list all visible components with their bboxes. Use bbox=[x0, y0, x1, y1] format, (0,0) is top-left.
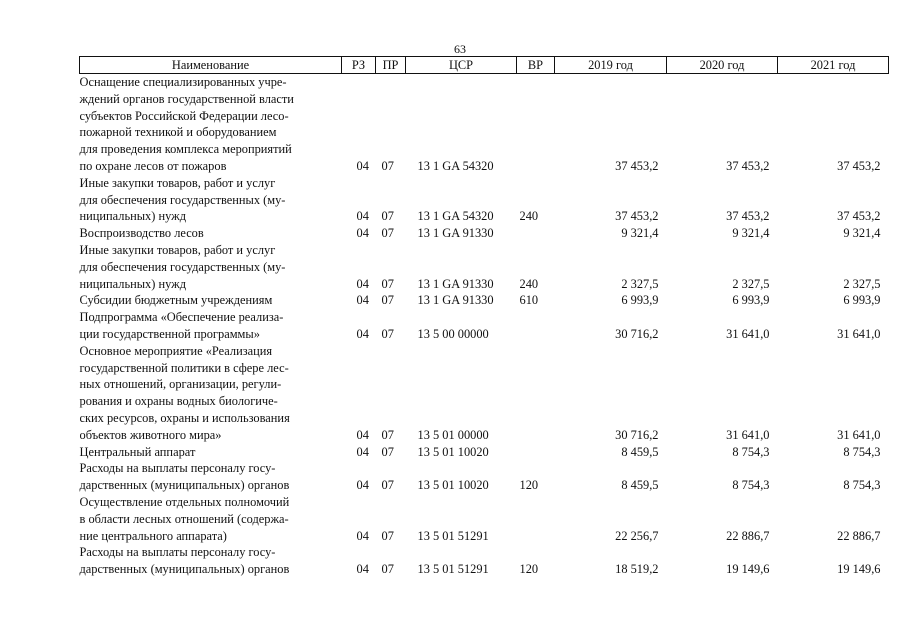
cell-vr: 120 bbox=[519, 562, 539, 577]
cell-2021: 37 453,2 bbox=[837, 158, 881, 173]
cell-2021: 31 641,0 bbox=[837, 427, 881, 442]
cell-2020: 31 641,0 bbox=[726, 427, 770, 442]
cell-pr: 07 bbox=[381, 562, 394, 577]
table-body bbox=[80, 74, 889, 578]
cell-rz: 04 bbox=[356, 528, 369, 543]
cell-name bbox=[80, 175, 342, 225]
name-line: Воспроизводство лесов bbox=[79, 226, 204, 241]
header-rz: РЗ bbox=[342, 57, 376, 74]
name-line: Расходы на выплаты персоналу госу- bbox=[79, 545, 276, 560]
name-line: дарственных (муниципальных) органов bbox=[79, 478, 290, 493]
cell-rz: 04 bbox=[356, 562, 369, 577]
name-line: по охране лесов от пожаров bbox=[79, 158, 227, 173]
cell-2020: 31 641,0 bbox=[726, 326, 770, 341]
cell-csr: 13 1 GA 54320 bbox=[417, 209, 494, 224]
cell-csr: 13 5 01 10020 bbox=[417, 478, 489, 493]
table-row bbox=[80, 309, 889, 343]
cell-pr: 07 bbox=[381, 276, 394, 291]
cell-rz: 04 bbox=[356, 158, 369, 173]
page-number: 63 bbox=[454, 42, 466, 56]
cell-pr: 07 bbox=[381, 528, 394, 543]
cell-name bbox=[80, 343, 342, 444]
cell-2019: 37 453,2 bbox=[615, 158, 659, 173]
cell-vr bbox=[517, 444, 555, 461]
cell-2020: 19 149,6 bbox=[726, 562, 770, 577]
cell-name bbox=[80, 309, 342, 343]
name-line: ных отношений, организации, регули- bbox=[79, 377, 282, 392]
cell-rz: 04 bbox=[356, 478, 369, 493]
table-row bbox=[80, 74, 889, 175]
cell-2021: 22 886,7 bbox=[837, 528, 881, 543]
cell-2019: 6 993,9 bbox=[621, 293, 659, 308]
cell-csr: 13 5 00 00000 bbox=[417, 326, 489, 341]
name-line: рования и охраны водных биологиче- bbox=[79, 394, 278, 409]
cell-name bbox=[80, 544, 342, 578]
cell-name bbox=[80, 444, 342, 461]
cell-2019: 37 453,2 bbox=[615, 209, 659, 224]
cell-2019: 8 459,5 bbox=[621, 444, 659, 459]
cell-rz: 04 bbox=[356, 444, 369, 459]
name-line: ниципальных) нужд bbox=[79, 276, 187, 291]
header-2020: 2020 год bbox=[667, 57, 778, 74]
cell-csr: 13 1 GA 54320 bbox=[417, 158, 494, 173]
cell-2021: 8 754,3 bbox=[843, 478, 881, 493]
cell-2020: 6 993,9 bbox=[732, 293, 770, 308]
name-line: для обеспечения государственных (му- bbox=[79, 192, 286, 207]
name-line: ции государственной программы» bbox=[79, 326, 260, 341]
cell-2020: 8 754,3 bbox=[732, 444, 770, 459]
cell-2020: 9 321,4 bbox=[732, 226, 770, 241]
cell-2021: 37 453,2 bbox=[837, 209, 881, 224]
table-row bbox=[80, 343, 889, 444]
cell-pr: 07 bbox=[381, 427, 394, 442]
cell-pr: 07 bbox=[381, 158, 394, 173]
cell-2021: 31 641,0 bbox=[837, 326, 881, 341]
name-line: пожарной техникой и оборудованием bbox=[79, 125, 277, 140]
cell-pr: 07 bbox=[381, 478, 394, 493]
cell-csr: 13 1 GA 91330 bbox=[417, 226, 494, 241]
cell-vr: 240 bbox=[519, 276, 539, 291]
cell-2021: 9 321,4 bbox=[843, 226, 881, 241]
cell-2020: 8 754,3 bbox=[732, 478, 770, 493]
name-line: для обеспечения государственных (му- bbox=[79, 259, 286, 274]
cell-2021: 2 327,5 bbox=[843, 276, 881, 291]
cell-name bbox=[80, 292, 342, 309]
header-2021: 2021 год bbox=[778, 57, 889, 74]
cell-rz: 04 bbox=[356, 326, 369, 341]
cell-2019: 8 459,5 bbox=[621, 478, 659, 493]
cell-pr: 07 bbox=[381, 444, 394, 459]
name-line: объектов животного мира» bbox=[79, 427, 222, 442]
cell-2019: 18 519,2 bbox=[615, 562, 659, 577]
table-row bbox=[80, 175, 889, 225]
name-line: дарственных (муниципальных) органов bbox=[79, 562, 290, 577]
cell-csr: 13 5 01 00000 bbox=[417, 427, 489, 442]
cell-pr: 07 bbox=[381, 326, 394, 341]
name-line: Основное мероприятие «Реализация bbox=[79, 343, 273, 358]
table-row bbox=[80, 460, 889, 494]
cell-2021: 8 754,3 bbox=[843, 444, 881, 459]
cell-2020: 37 453,2 bbox=[726, 209, 770, 224]
cell-vr: 120 bbox=[519, 478, 539, 493]
cell-pr: 07 bbox=[381, 209, 394, 224]
cell-2019: 30 716,2 bbox=[615, 427, 659, 442]
name-line: Центральный аппарат bbox=[79, 444, 196, 459]
cell-vr bbox=[517, 74, 555, 175]
cell-vr: 240 bbox=[519, 209, 539, 224]
cell-vr bbox=[517, 309, 555, 343]
name-line: Расходы на выплаты персоналу госу- bbox=[79, 461, 276, 476]
cell-2019: 22 256,7 bbox=[615, 528, 659, 543]
name-line: Оснащение специализированных учре- bbox=[79, 75, 287, 89]
table-header bbox=[80, 57, 889, 74]
cell-vr bbox=[517, 494, 555, 544]
cell-pr: 07 bbox=[381, 226, 394, 241]
name-line: ниципальных) нужд bbox=[79, 209, 187, 224]
cell-vr bbox=[517, 225, 555, 242]
header-vr: ВР bbox=[517, 57, 555, 74]
cell-2019: 9 321,4 bbox=[621, 226, 659, 241]
name-line: для проведения комплекса мероприятий bbox=[79, 142, 292, 157]
cell-csr: 13 1 GA 91330 bbox=[417, 293, 494, 308]
header-name: Наименование bbox=[80, 57, 342, 74]
cell-rz: 04 bbox=[356, 427, 369, 442]
cell-2020: 2 327,5 bbox=[732, 276, 770, 291]
name-line: Подпрограмма «Обеспечение реализа- bbox=[79, 310, 284, 325]
header-csr: ЦСР bbox=[406, 57, 517, 74]
cell-vr bbox=[517, 343, 555, 444]
header-row bbox=[80, 57, 889, 74]
cell-rz: 04 bbox=[356, 226, 369, 241]
cell-rz: 04 bbox=[356, 293, 369, 308]
cell-name bbox=[80, 225, 342, 242]
cell-2020: 37 453,2 bbox=[726, 158, 770, 173]
cell-name bbox=[80, 460, 342, 494]
cell-csr: 13 5 01 10020 bbox=[417, 444, 489, 459]
name-line: ских ресурсов, охраны и использования bbox=[79, 410, 290, 425]
header-2019: 2019 год bbox=[555, 57, 667, 74]
budget-table bbox=[79, 56, 889, 578]
name-line: Иные закупки товаров, работ и услуг bbox=[79, 242, 276, 257]
table-row bbox=[80, 292, 889, 309]
cell-pr: 07 bbox=[381, 293, 394, 308]
name-line: ние центрального аппарата) bbox=[79, 528, 227, 543]
cell-name bbox=[80, 74, 342, 175]
cell-name bbox=[80, 242, 342, 292]
name-line: Иные закупки товаров, работ и услуг bbox=[79, 175, 276, 190]
table-row bbox=[80, 225, 889, 242]
name-line: Субсидии бюджетным учреждениям bbox=[79, 293, 273, 308]
table-row bbox=[80, 494, 889, 544]
cell-vr: 610 bbox=[519, 293, 539, 308]
cell-csr: 13 5 01 51291 bbox=[417, 562, 489, 577]
table-row bbox=[80, 444, 889, 461]
name-line: в области лесных отношений (содержа- bbox=[79, 511, 289, 526]
name-line: государственной политики в сфере лес- bbox=[79, 360, 289, 375]
table-row bbox=[80, 544, 889, 578]
cell-2020: 22 886,7 bbox=[726, 528, 770, 543]
header-pr: ПР bbox=[376, 57, 406, 74]
cell-2021: 19 149,6 bbox=[837, 562, 881, 577]
cell-2019: 2 327,5 bbox=[621, 276, 659, 291]
name-line: субъектов Российской Федерации лесо- bbox=[79, 108, 289, 123]
cell-2019: 30 716,2 bbox=[615, 326, 659, 341]
name-line: Осуществление отдельных полномочий bbox=[79, 494, 290, 509]
table-row bbox=[80, 242, 889, 292]
cell-name bbox=[80, 494, 342, 544]
cell-2021: 6 993,9 bbox=[843, 293, 881, 308]
cell-csr: 13 5 01 51291 bbox=[417, 528, 489, 543]
cell-rz: 04 bbox=[356, 276, 369, 291]
cell-rz: 04 bbox=[356, 209, 369, 224]
name-line: ждений органов государственной власти bbox=[79, 91, 294, 106]
cell-csr: 13 1 GA 91330 bbox=[417, 276, 494, 291]
